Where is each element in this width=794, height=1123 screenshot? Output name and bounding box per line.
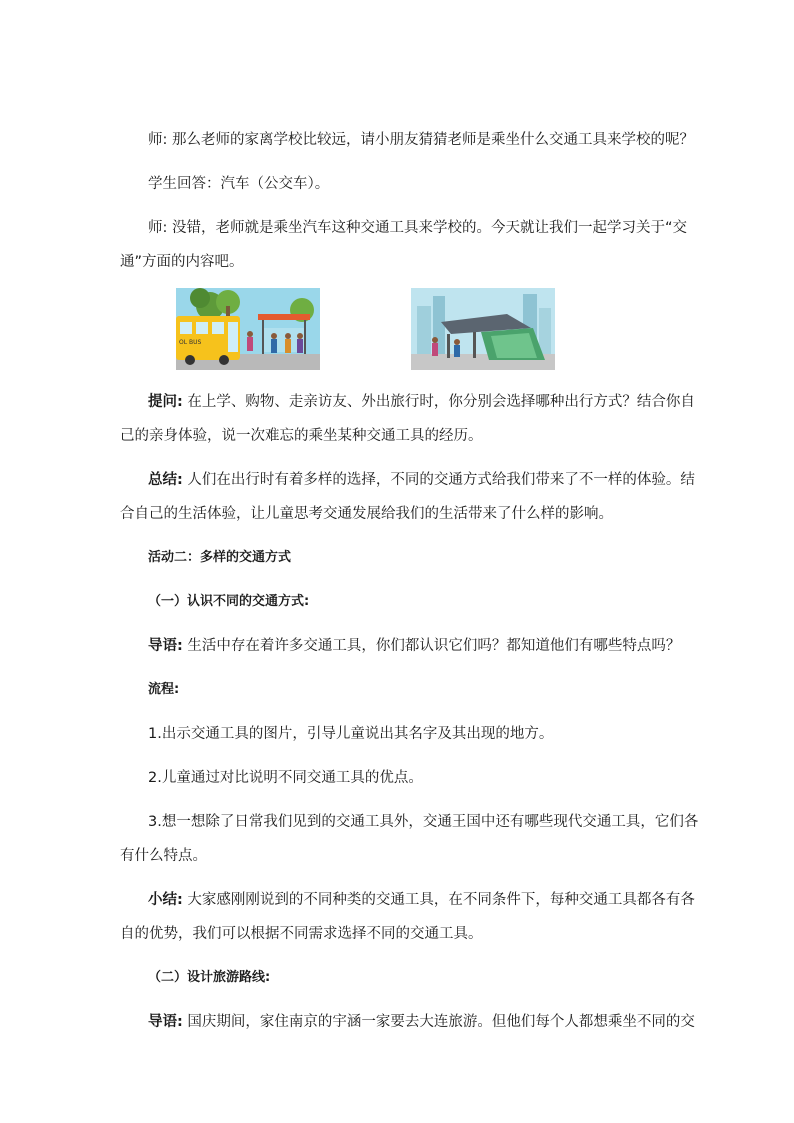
guide-two-text: 国庆期间，家住南京的宇涵一家要去大连旅游。但他们每个人都想乘坐不同的交 xyxy=(182,1014,695,1030)
process-item-2: 2.儿童通过对比说明不同交通工具的优点。 xyxy=(148,770,423,786)
summary-text: 人们在出行时有着多样的选择，不同的交通方式给我们带来了不一样的体验。结 xyxy=(182,472,695,488)
guide-two-lead: 导语: xyxy=(148,1014,183,1030)
process-heading: 流程: xyxy=(148,682,180,697)
conclusion-text: 大家感刚刚说到的不同种类的交通工具，在不同条件下，每种交通工具都各有各 xyxy=(182,892,695,908)
paragraph-conclusion-line1 xyxy=(148,892,695,908)
guide-lead: 导语: xyxy=(148,638,183,654)
process-item-3-line1: 3.想一想除了日常我们见到的交通工具外，交通王国中还有哪些现代交通工具，它们各 xyxy=(148,814,699,830)
summary-lead: 总结: xyxy=(148,472,183,488)
paragraph-guide-one xyxy=(148,638,681,654)
process-item-3-line2: 有什么特点。 xyxy=(120,848,207,864)
guide-text: 生活中存在着许多交通工具，你们都认识它们吗？都知道他们有哪些特点吗？ xyxy=(182,638,681,654)
metro-station-illustration xyxy=(411,288,555,370)
paragraph-teacher-intro-line2: 通”方面的内容吧。 xyxy=(120,254,244,270)
paragraph-summary-line2: 合自己的生活体验，让儿童思考交通发展给我们的生活带来了什么样的影响。 xyxy=(120,506,613,522)
bus-label: OL BUS xyxy=(179,339,202,346)
process-item-1: 1.出示交通工具的图片，引导儿童说出其名字及其出现的地方。 xyxy=(148,726,554,742)
paragraph-guide-two xyxy=(148,1014,695,1030)
question-text: 在上学、购物、走亲访友、外出旅行时，你分别会选择哪种出行方式？结合你自 xyxy=(182,394,695,410)
paragraph-question-line2: 己的亲身体验，说一次难忘的乘坐某种交通工具的经历。 xyxy=(120,428,483,444)
paragraph-teacher-question: 师: 那么老师的家离学校比较远，请小朋友猜猜老师是乘坐什么交通工具来学校的呢？ xyxy=(148,132,694,148)
conclusion-lead: 小结: xyxy=(148,892,183,908)
section-one-heading: （一）认识不同的交通方式: xyxy=(148,594,310,609)
paragraph-teacher-intro-line1: 师: 没错，老师就是乘坐汽车这种交通工具来学校的。今天就让我们一起学习关于“交 xyxy=(148,220,688,236)
paragraph-conclusion-line2: 自的优势，我们可以根据不同需求选择不同的交通工具。 xyxy=(120,926,483,942)
question-lead: 提问: xyxy=(148,394,183,410)
paragraph-summary-line1 xyxy=(148,472,695,488)
bus-stop-illustration xyxy=(176,288,320,370)
paragraph-student-answer: 学生回答：汽车（公交车）。 xyxy=(148,176,330,192)
section-two-heading: （二）设计旅游路线: xyxy=(148,970,271,985)
paragraph-question-line1 xyxy=(148,394,695,410)
activity-two-heading: 活动二：多样的交通方式 xyxy=(148,550,292,565)
